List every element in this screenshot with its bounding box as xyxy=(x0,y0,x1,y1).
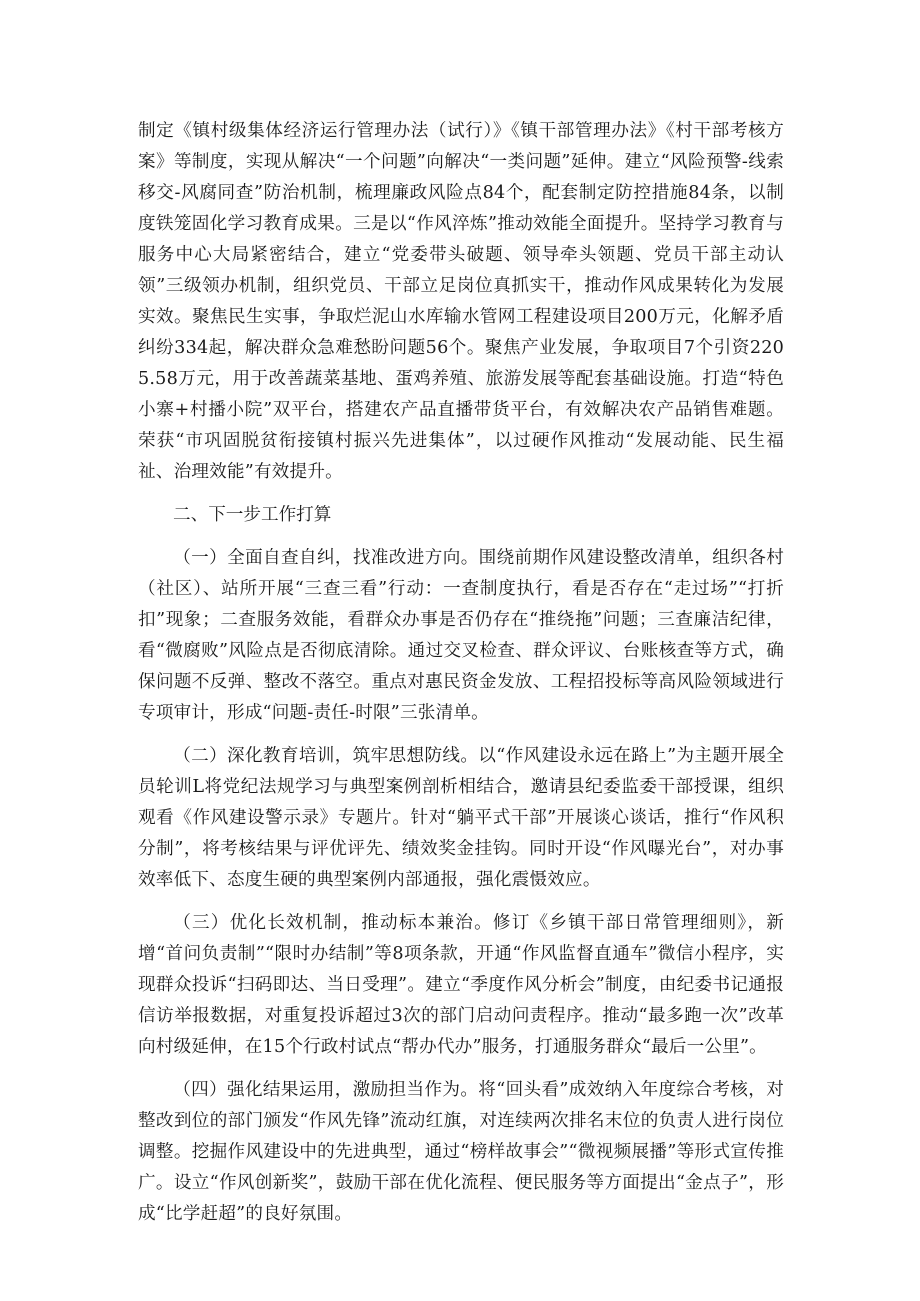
section-heading: 二、下一步工作打算 xyxy=(173,505,332,525)
paragraph-item-1: （一）全面自查自纠，找准改进方向。围绕前期作风建设整改清单，组织各村（社区）、站所开展“三查三看”行动：一查制度执行，看是否存在“走过场”“打折扣”现象；二查服务效能，看群众办事是否仍存在“推绕拖”问题；三查廉洁纪律，看“微腐败”风险点是否彻底清除。通过交叉检查、群众评议、台账核查等方式，确保问题不反弹、整改不落空。重点对惠民资金发放、工程招投标等高风险领域进行专项审计，形成“问题-责任-时限”三张清单。 xyxy=(138,548,784,723)
paragraph-continuation: 制定《镇村级集体经济运行管理办法（试行）》《镇干部管理办法》《村干部考核方案》等制度，实现从解决“一个问题”向解决“一类问题”延伸。建立“风险预警-线索移交-风腐同查”防治机制，梳理廉政风险点84个，配套制定防控措施84条，以制度铁笼固化学习教育成果。三是以“作风淬炼”推动效能全面提升。坚持学习教育与服务中心大局紧密结合，建立“党委带头破题、领导牵头领题、党员干部主动认领”三级领办机制，组织党员、干部立足岗位真抓实干，推动作风成果转化为发展实效。聚焦民生实事，争取烂泥山水库输水管网工程建设项目200万元，化解矛盾纠纷334起，解决群众急难愁盼问题56个。聚焦产业发展，争取项目7个引资2205.58万元，用于改善蔬菜基地、蛋鸡养殖、旅游发展等配套基础设施。打造“特色小寨+村播小院”双平台，搭建农产品直播带货平台，有效解决农产品销售难题。荣获“市巩固脱贫衔接镇村振兴先进集体”，以过硬作风推动“发展动能、民生福祉、治理效能”有效提升。 xyxy=(138,121,784,482)
paragraph-item-3: （三）优化长效机制，推动标本兼治。修订《乡镇干部日常管理细则》，新增“首问负责制”“限时办结制”等8项条款，开通“作风监督直通车”微信小程序，实现群众投诉“扫码即达、当日受理”。建立“季度作风分析会”制度，由纪委书记通报信访举报数据，对重复投诉超过3次的部门启动问责程序。推动“最多跑一次”改革向村级延伸，在15个行政村试点“帮办代办”服务，打通服务群众“最后一公里”。 xyxy=(138,913,784,1057)
paragraph-item-4: （四）强化结果运用，激励担当作为。将“回头看”成效纳入年度综合考核，对整改到位的部门颁发“作风先锋”流动红旗，对连续两次排名末位的负责人进行岗位调整。挖掘作风建设中的先进典型，通过“榜样故事会”“微视频展播”等形式宣传推广。设立“作风创新奖”，鼓励干部在优化流程、便民服务等方面提出“金点子”，形成“比学赶超”的良好氛围。 xyxy=(138,1080,784,1224)
paragraph-item-2: （二）深化教育培训，筑牢思想防线。以“作风建设永远在路上”为主题开展全员轮训L将党纪法规学习与典型案例剖析相结合，邀请县纪委监委干部授课，组织观看《作风建设警示录》专题片。针对“躺平式干部”开展谈心谈话，推行“作风积分制”，将考核结果与评优评先、绩效奖金挂钩。同时开设“作风曝光台”，对办事效率低下、态度生硬的典型案例内部通报，强化震慑效应。 xyxy=(138,746,784,890)
document-page xyxy=(138,116,784,1230)
